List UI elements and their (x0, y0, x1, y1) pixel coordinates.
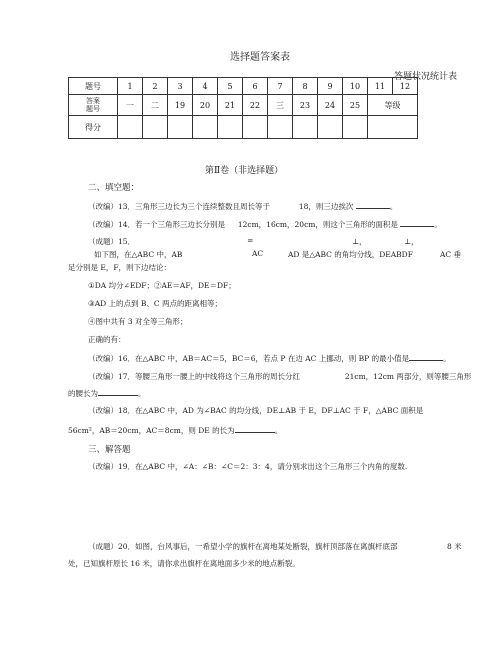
table-cell: 6 (243, 78, 268, 95)
table-cell: 一 (118, 95, 143, 116)
table-cell: 25 (343, 95, 368, 116)
table-cell (318, 116, 343, 139)
question-18: （改编）18．在△ABC 中，AD 为∠BAC 的均分线，DE⊥AB 于 E，DF⊥AC 于 F，△ABC 面积是 (88, 406, 424, 415)
table-row (69, 116, 418, 139)
table-cell: 20 (193, 95, 218, 116)
table-cell: 23 (293, 95, 318, 116)
row-label-top: 答案 (86, 97, 100, 105)
table-row (69, 78, 418, 95)
table-cell (268, 116, 293, 139)
question-13: （改编）13．三角形三边长为三个连续整数且周长等于 18，则三边挨次 。 (88, 202, 398, 211)
answer-blank (235, 424, 275, 433)
table-cell: 19 (168, 95, 193, 116)
table-cell: 12 (393, 78, 418, 95)
answer-blank (400, 218, 434, 227)
table-cell (368, 116, 418, 139)
table-cell: 7 (268, 78, 293, 95)
table-cell (343, 116, 368, 139)
table-cell: 1 (118, 78, 143, 95)
table-cell (193, 116, 218, 139)
table-cell (243, 116, 268, 139)
solve-heading: 三、解答题 (88, 445, 131, 455)
table-cell: 24 (318, 95, 343, 116)
row-label: 得分 (69, 116, 118, 139)
table-cell: 4 (193, 78, 218, 95)
q15-mark: ⊥， (352, 237, 367, 246)
table-row (69, 95, 418, 116)
table-cell: 11 (368, 78, 393, 95)
q15-line2a: 如下图，在△ABC 中，AB (94, 250, 183, 259)
table-cell: 9 (318, 78, 343, 95)
question-19: （改编）19．在△ABC 中，∠A：∠B：∠C＝2：3：4，请分别求出这个三角形三个内角的度数. (88, 462, 408, 471)
fill-heading: 二、填空题： (88, 183, 140, 193)
side-title: 答题状况统计表 (394, 72, 458, 82)
q15-mark: ⊥， (404, 237, 419, 246)
question-17: （改编）17．等腰三角形一腰上的中线将这个三角形的周长分红 21cm，12cm 两部分，则等腰三角形 (88, 372, 472, 381)
q15-option: ④图中共有 3 对全等三角形； (88, 317, 188, 326)
q15-option: ①DA 均分∠EDF；②AE＝AF，DE＝DF； (88, 281, 236, 290)
table-cell: 21 (218, 95, 243, 116)
answer-blank (98, 387, 138, 396)
page-title: 选择题答案表 (230, 52, 290, 63)
q15-option: ③AD 上的点到 B、C 两点的距离相等； (88, 299, 223, 308)
q15-line2c: AD 是△ABC 的角均分线，DEABDF (288, 250, 413, 259)
section-title: 第Ⅱ卷（非选择题） (205, 166, 284, 176)
table-cell (168, 116, 193, 139)
question-14: （改编）14．若一个三角形三边长分别是 12cm，16cm，20cm，则这个三角形的面积是 。 (88, 220, 442, 229)
question-15: （成题）15． (88, 237, 136, 246)
table-cell: 3 (168, 78, 193, 95)
table-cell: 三 (268, 95, 293, 116)
question-20: （成题）20．如图，台风事后，一希望小学的旗杆在离地某处断裂，旗杆顶部落在离旗杆底部 (88, 542, 398, 551)
question-20-line2: 处，已知旗杆原长 16 米，请你求出旗杆在离地面多少米的地点断裂。 (68, 559, 300, 568)
table-cell: 二 (143, 95, 168, 116)
table-cell (293, 116, 318, 139)
row-label-bottom: 题号 (86, 105, 100, 113)
table-cell-grade: 等级 (368, 95, 418, 116)
answer-blank (356, 200, 390, 209)
q15-line3: 足分别是 E，F，则下边结论： (68, 263, 172, 272)
question-17-line2: 的腰长为 。 (68, 389, 146, 398)
q15-line2d: AC 垂 (440, 250, 462, 259)
q15-correct: 正确的有： (88, 335, 126, 344)
table-cell (218, 116, 243, 139)
table-cell (143, 116, 168, 139)
table-cell: 10 (343, 78, 368, 95)
question-16: （改编）16．在△ABC 中，AB＝AC＝5，BC＝6，若点 P 在边 AC 上挪动，则 BP 的最小值是 。 (88, 354, 451, 363)
answer-table (68, 77, 418, 139)
table-cell (118, 116, 143, 139)
q15-mark: ═ (248, 236, 253, 245)
row-label (69, 95, 118, 116)
question-20-right: 8 米 (447, 542, 462, 551)
q15-line2b: AC (252, 249, 264, 258)
question-18-line2: 56cm²，AB＝20cm，AC＝8cm，则 DE 的长为 。 (68, 426, 283, 435)
row-label: 题号 (69, 78, 118, 95)
table-cell: 8 (293, 78, 318, 95)
answer-blank (409, 352, 443, 361)
table-cell: 22 (243, 95, 268, 116)
table-cell: 5 (218, 78, 243, 95)
table-cell: 2 (143, 78, 168, 95)
